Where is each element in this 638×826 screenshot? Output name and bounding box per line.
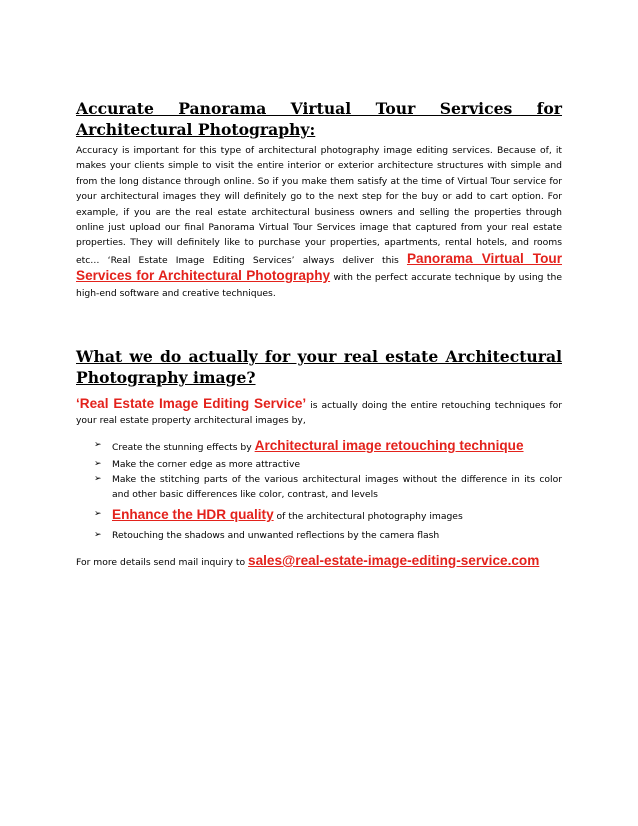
panorama-virtual-tour-link[interactable]: Panorama Virtual Tour Services for Architectural Photography [76, 250, 562, 284]
document-page [76, 98, 562, 570]
list-item-text: of the architectural photography images [273, 510, 463, 522]
section1-paragraph [76, 143, 562, 301]
list-item-text: Retouching the shadows and unwanted reflections by the camera flash [112, 529, 440, 541]
list-item [76, 505, 562, 526]
arrow-bullet-icon: ➢ [94, 529, 102, 540]
list-item-text: Make the corner edge as more attractive [112, 458, 301, 470]
arrow-bullet-icon: ➢ [94, 508, 102, 519]
list-item [76, 528, 562, 543]
list-item [76, 436, 562, 457]
contact-email-link[interactable]: sales@real-estate-image-editing-service.com [248, 552, 540, 568]
section2-intro-rest: is actually doing the entire retouching techniques for your real estate property architectural images by, [76, 400, 562, 427]
list-item [76, 457, 562, 472]
arrow-bullet-icon: ➢ [94, 473, 102, 484]
section1-heading: Accurate Panorama Virtual Tour Services for Architectural Photography: [76, 99, 562, 139]
contact-line [76, 553, 562, 570]
arrow-bullet-icon: ➢ [94, 439, 102, 450]
section1-paragraph-part2: with the perfect accurate technique by using the high-end software and creative techniques. [76, 272, 562, 299]
section1-paragraph-part1: Accuracy is important for this type of architectural photography image editing services. Because of, it makes your clients simple to visit the entire interior or exterior architecture structures with simple and from the long distance through online. So if you make them satisfy at the time of Virtual Tour service for your architectural images they will definitely go to the next step for the buy or add to cart option. For example, if you are the real estate architectural business owners and selling the properties through online just upload our final Panorama Virtual Tour Services image that captured from your real estate properties. They will definitely like to purchase your properties, apartments, rental hotels, and rooms etc… ‘Real Estate Image Editing Services’ always deliver this [76, 145, 562, 266]
retouching-technique-link[interactable]: Architectural image retouching technique [254, 437, 524, 453]
arrow-bullet-icon: ➢ [94, 458, 102, 469]
list-item [76, 472, 562, 502]
section2-heading: What we do actually for your real estate Architectural Photography image? [76, 347, 562, 388]
contact-prefix: For more details send mail inquiry to [76, 556, 249, 568]
services-list [76, 436, 562, 543]
hdr-quality-link[interactable]: Enhance the HDR quality [112, 506, 274, 522]
service-name-quote: ‘Real Estate Image Editing Service’ [76, 396, 307, 412]
list-item-text: Make the stitching parts of the various architectural images without the difference in its color and other basic differences like color, contrast, and levels [112, 473, 562, 500]
section2-intro [76, 396, 562, 429]
list-item-text: Create the stunning effects by [112, 441, 255, 453]
